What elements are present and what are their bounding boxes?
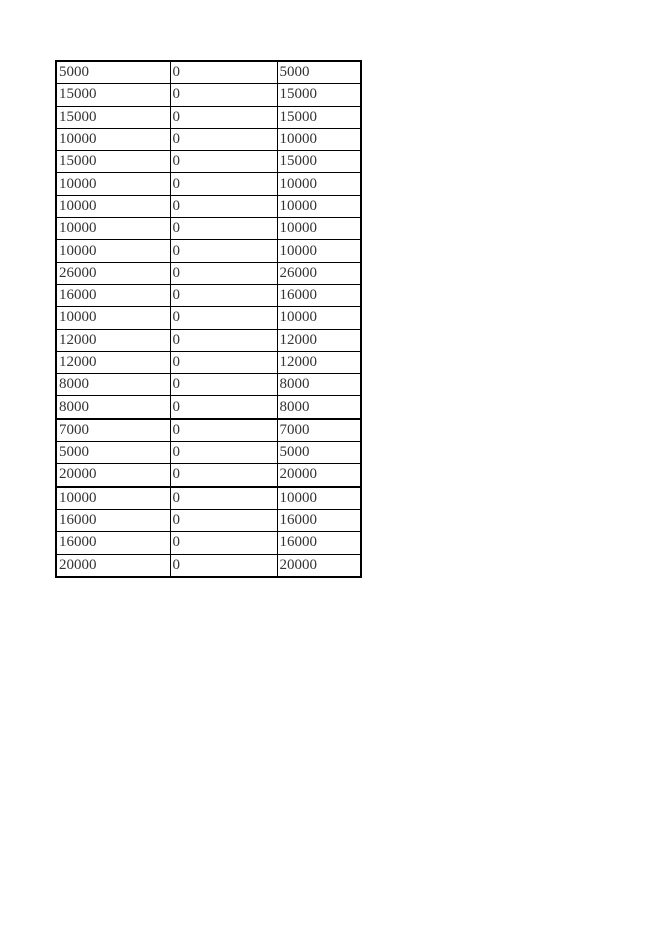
table-container [55,60,362,578]
table-cell: 15000 [277,84,361,106]
table-cell: 15000 [56,151,170,173]
table-cell: 15000 [56,84,170,106]
table-cell: 16000 [277,532,361,554]
table-cell: 12000 [277,329,361,351]
table-cell: 0 [170,284,277,306]
table-cell: 15000 [56,106,170,128]
table-cell: 10000 [277,218,361,240]
table-cell: 10000 [277,128,361,150]
table-cell: 0 [170,419,277,442]
table-cell: 0 [170,106,277,128]
table-cell: 5000 [277,61,361,84]
table-row [56,240,361,262]
table-cell: 10000 [277,487,361,510]
table-cell: 10000 [277,195,361,217]
table-row [56,106,361,128]
table-cell: 16000 [56,284,170,306]
table-cell: 0 [170,61,277,84]
table-row [56,464,361,487]
table-cell: 0 [170,84,277,106]
table-row [56,173,361,195]
table-cell: 8000 [56,374,170,396]
table-cell: 10000 [56,307,170,329]
table-row [56,262,361,284]
table-cell: 0 [170,195,277,217]
table-row [56,487,361,510]
table-cell: 8000 [277,374,361,396]
table-cell: 5000 [56,61,170,84]
table-cell: 0 [170,442,277,464]
table-cell: 16000 [277,284,361,306]
table-row [56,61,361,84]
table-row [56,442,361,464]
table-cell: 0 [170,351,277,373]
table-cell: 10000 [56,128,170,150]
table-cell: 0 [170,329,277,351]
table-cell: 5000 [277,442,361,464]
table-cell: 0 [170,151,277,173]
table-row [56,532,361,554]
table-row [56,84,361,106]
table-cell: 15000 [277,151,361,173]
table-cell: 0 [170,218,277,240]
table-cell: 20000 [56,464,170,487]
table-row [56,374,361,396]
table-cell: 5000 [56,442,170,464]
table-row [56,554,361,577]
table-cell: 0 [170,396,277,419]
grid-body [56,61,361,577]
table-cell: 0 [170,509,277,531]
table-cell: 8000 [277,396,361,419]
table-cell: 0 [170,464,277,487]
table-cell: 10000 [277,307,361,329]
table-row [56,509,361,531]
table-cell: 0 [170,262,277,284]
table-cell: 10000 [56,240,170,262]
table-cell: 20000 [277,464,361,487]
table-cell: 10000 [277,240,361,262]
table-cell: 16000 [56,509,170,531]
table-row [56,284,361,306]
table-cell: 15000 [277,106,361,128]
table-row [56,151,361,173]
table-cell: 20000 [277,554,361,577]
table-cell: 0 [170,240,277,262]
table-cell: 0 [170,532,277,554]
table-cell: 10000 [56,487,170,510]
table-cell: 0 [170,554,277,577]
table-cell: 0 [170,173,277,195]
table-row [56,195,361,217]
table-cell: 0 [170,128,277,150]
table-row [56,307,361,329]
table-row [56,419,361,442]
table-cell: 8000 [56,396,170,419]
table-cell: 12000 [277,351,361,373]
table-cell: 16000 [277,509,361,531]
table-cell: 26000 [56,262,170,284]
table-cell: 0 [170,307,277,329]
table-cell: 10000 [277,173,361,195]
data-table [55,60,362,578]
table-row [56,128,361,150]
table-cell: 10000 [56,173,170,195]
table-row [56,329,361,351]
table-cell: 7000 [277,419,361,442]
table-cell: 20000 [56,554,170,577]
table-cell: 7000 [56,419,170,442]
table-cell: 12000 [56,329,170,351]
table-cell: 12000 [56,351,170,373]
table-cell: 0 [170,374,277,396]
table-cell: 0 [170,487,277,510]
table-cell: 16000 [56,532,170,554]
table-cell: 10000 [56,218,170,240]
table-cell: 26000 [277,262,361,284]
table-row [56,396,361,419]
table-cell: 10000 [56,195,170,217]
table-row [56,218,361,240]
table-row [56,351,361,373]
